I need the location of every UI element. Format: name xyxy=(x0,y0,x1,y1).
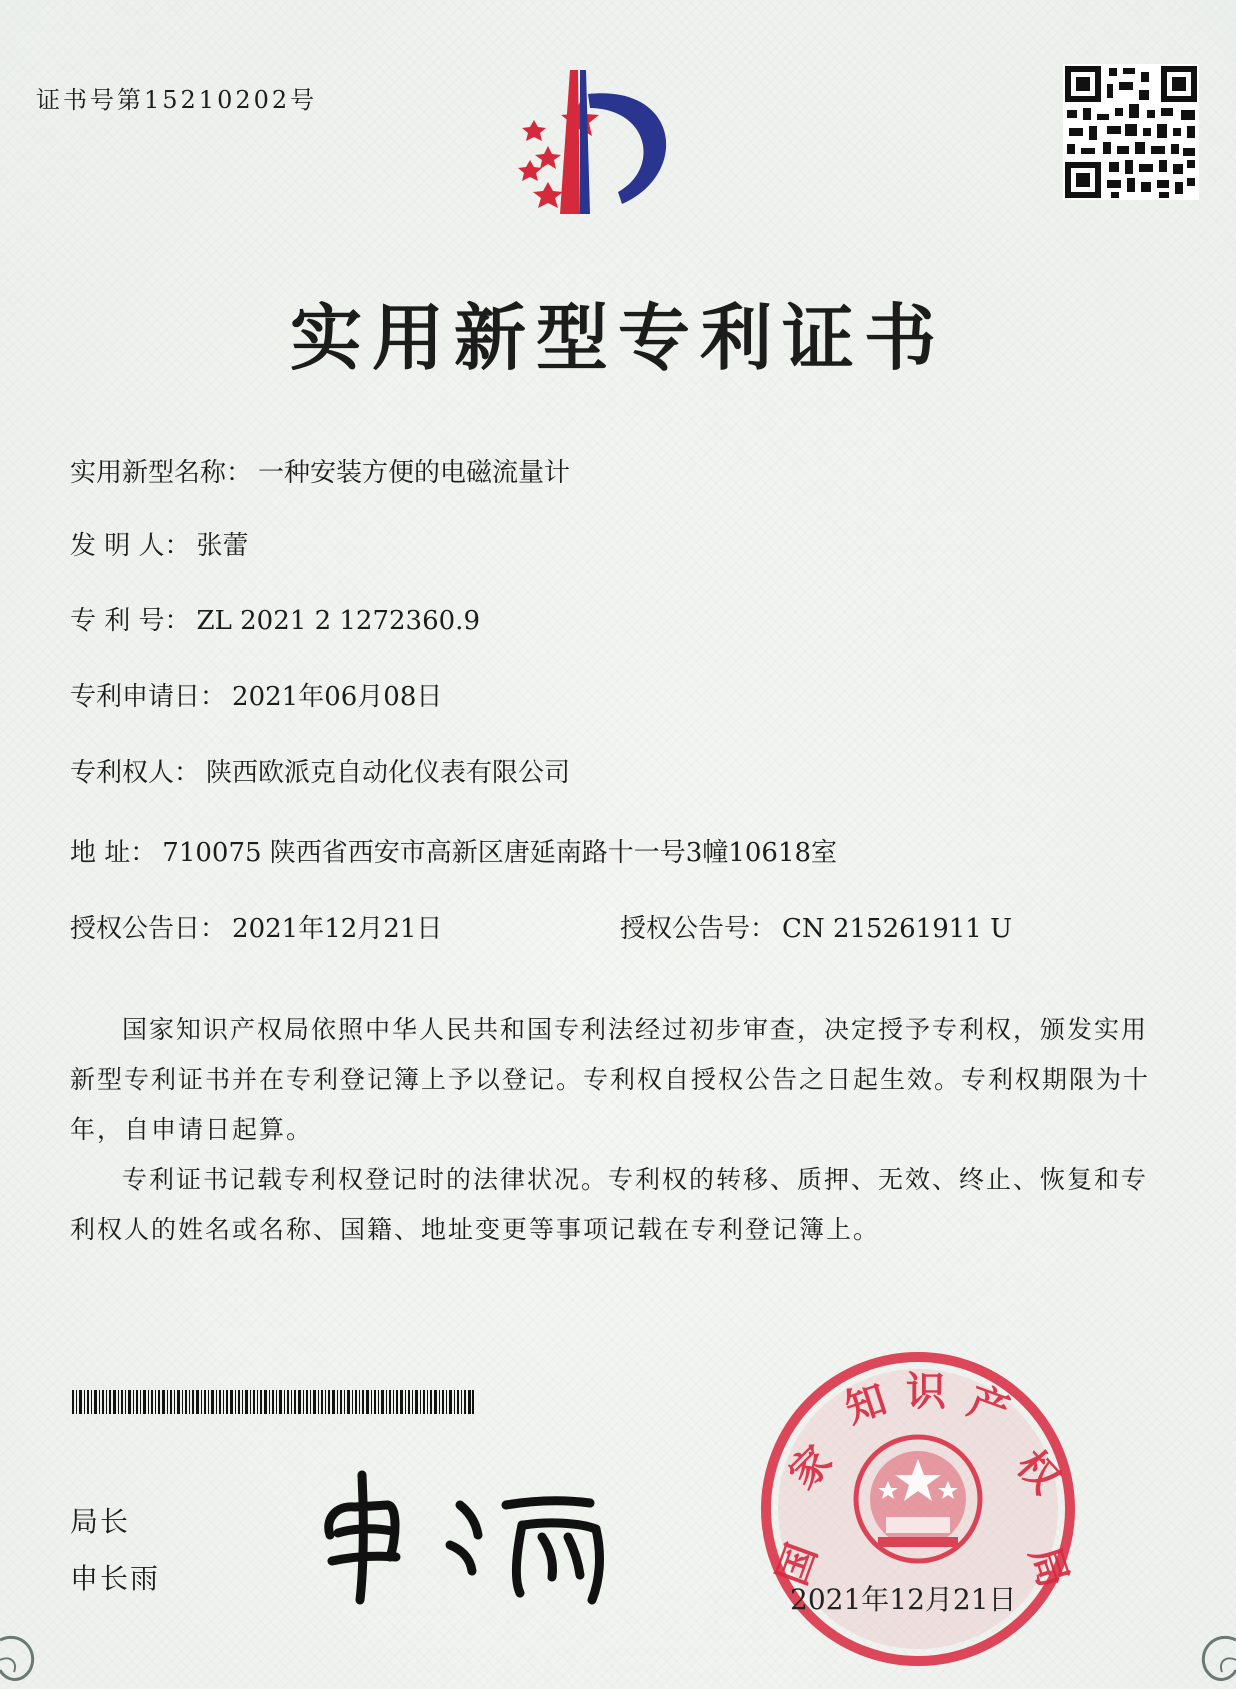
field-label: 专利权人 xyxy=(70,758,175,788)
field-inventor: 发 明 人： 张蕾 xyxy=(70,531,249,561)
svg-text:国: 国 xyxy=(768,1537,827,1592)
body-paragraph: 国家知识产权局依照中华人民共和国专利法经过初步审查，决定授予专利权，颁发实用新型专利证书并在专利登记簿上予以登记。专利权自授权公告之日起生效。专利权期限为十年，自申请日起算。 xyxy=(70,1015,1151,1144)
document-title: 实用新型专利证书 xyxy=(289,295,946,380)
svg-text:知: 知 xyxy=(839,1375,893,1433)
field-label: 发 明 人 xyxy=(70,531,165,561)
border-ornament-icon xyxy=(1176,1600,1236,1689)
field-label: 地 址 xyxy=(70,838,131,868)
svg-text:权: 权 xyxy=(1007,1441,1069,1503)
field-value: 710075 陕西省西安市高新区唐延南路十一号3幢10618室 xyxy=(162,838,838,868)
field-value: ZL 2021 2 1272360.9 xyxy=(196,606,480,636)
field-value: 陕西欧派克自动化仪表有限公司 xyxy=(206,758,571,788)
field-label: 授权公告日 xyxy=(70,914,201,944)
border-ornament-icon xyxy=(0,1600,60,1689)
field-label: 专利申请日 xyxy=(70,682,201,712)
svg-text:家: 家 xyxy=(779,1436,842,1499)
director-title: 局长 xyxy=(70,1505,131,1538)
svg-text:局: 局 xyxy=(1020,1540,1078,1594)
field-value: 2021年06月08日 xyxy=(232,682,443,712)
field-utility-model-name: 实用新型名称： 一种安装方便的电磁流量计 xyxy=(70,458,571,488)
handwritten-signature-icon xyxy=(310,1465,650,1615)
field-value: 2021年12月21日 xyxy=(232,914,443,944)
certificate-number: 证书号第15210202号 xyxy=(36,86,318,114)
director-name: 申长雨 xyxy=(70,1562,161,1595)
field-patentee: 专利权人： 陕西欧派克自动化仪表有限公司 xyxy=(70,758,571,788)
field-patent-number: 专 利 号： ZL 2021 2 1272360.9 xyxy=(70,606,480,636)
cnipa-logo-icon xyxy=(510,64,730,244)
official-seal-icon xyxy=(758,1349,1078,1669)
barcode-icon xyxy=(72,1390,474,1414)
field-grant-number: 授权公告号： CN 215261911 U xyxy=(620,914,1012,944)
field-value: 一种安装方便的电磁流量计 xyxy=(258,458,571,488)
seal-date: 2021年12月21日 xyxy=(790,1583,1017,1616)
field-grant-date: 授权公告日： 2021年12月21日 xyxy=(70,914,443,944)
field-filing-date: 专利申请日： 2021年06月08日 xyxy=(70,682,443,712)
field-label: 实用新型名称 xyxy=(70,458,227,488)
body-paragraph: 专利证书记载专利权登记时的法律状况。专利权的转移、质押、无效、终止、恢复和专利权人的姓名或名称、国籍、地址变更等事项记载在专利登记簿上。 xyxy=(70,1165,1149,1244)
qr-code-icon xyxy=(1063,64,1199,200)
field-label: 授权公告号 xyxy=(620,914,751,944)
field-value: 张蕾 xyxy=(196,531,249,561)
field-address: 地 址： 710075 陕西省西安市高新区唐延南路十一号3幢10618室 xyxy=(70,838,838,868)
field-label: 专 利 号 xyxy=(70,606,165,636)
svg-text:识: 识 xyxy=(906,1368,946,1415)
svg-text:产: 产 xyxy=(961,1377,1016,1436)
field-value: CN 215261911 U xyxy=(782,914,1012,944)
